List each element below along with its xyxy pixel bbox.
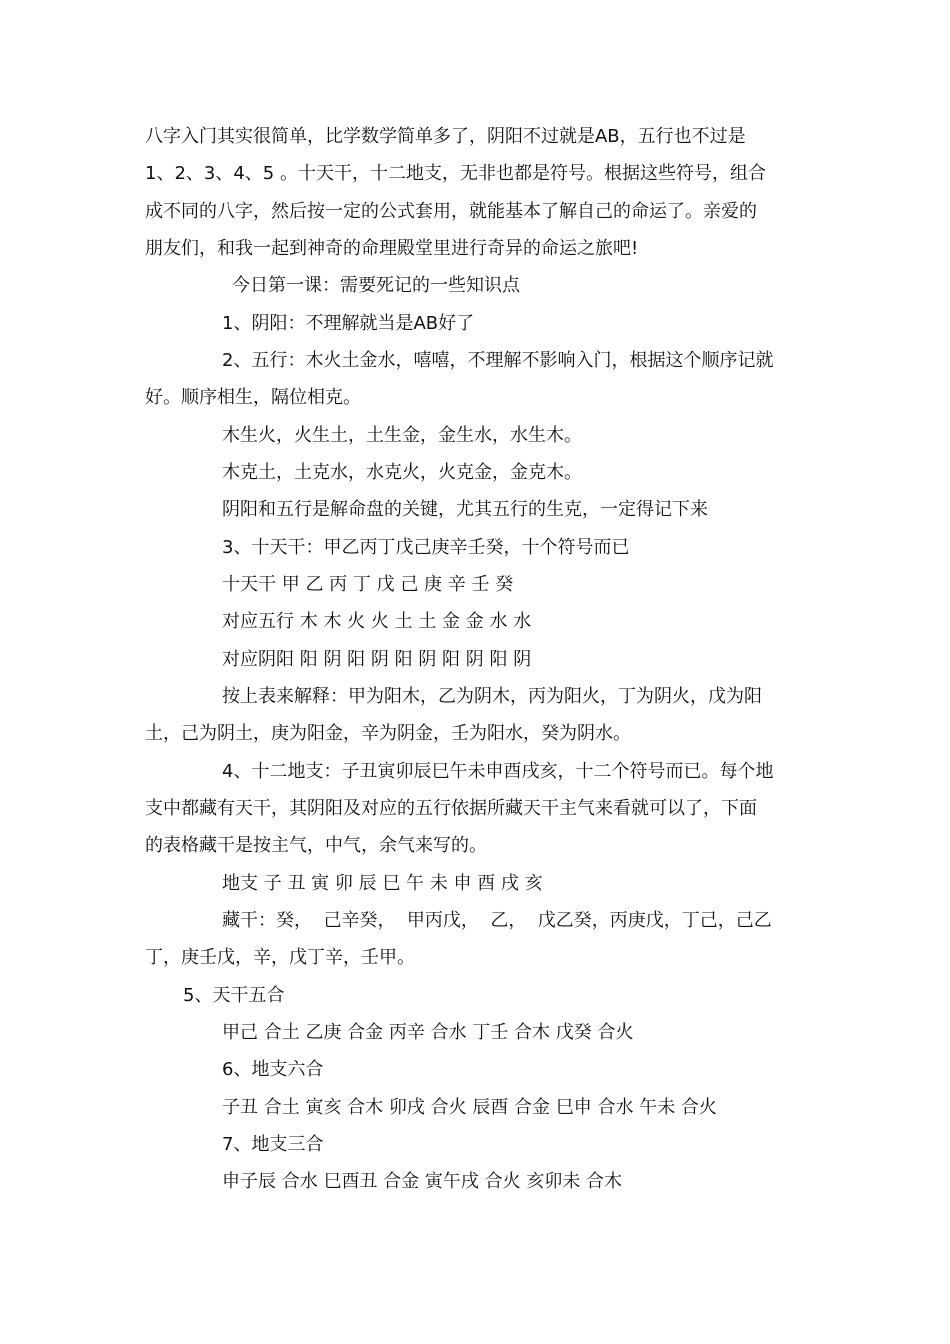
table-row: 对应阴阳 阳 阴 阳 阴 阳 阴 阳 阴 阳 阴 [222, 649, 532, 670]
text-line: 成不同的八字，然后按一定的公式套用，就能基本了解自己的命运了。亲爱的 [145, 201, 757, 222]
section-heading: 6、地支六合 [222, 1059, 324, 1080]
text-line: 好。顺序相生，隔位相克。 [145, 387, 361, 408]
text-line: 丁，庚壬戊，辛，戊丁辛，壬甲。 [145, 947, 415, 968]
text-line: 1、2、3、4、5 。十天干，十二地支，无非也都是符号。根据这些符号，组合 [145, 163, 766, 184]
lesson-heading: 今日第一课：需要死记的一些知识点 [232, 275, 520, 296]
text-line: 2、五行：木火土金水，嘻嘻，不理解不影响入门，根据这个顺序记就 [222, 350, 774, 371]
section-heading: 7、地支三合 [222, 1134, 324, 1155]
text-line: 甲己 合土 乙庚 合金 丙辛 合水 丁壬 合木 戊癸 合火 [222, 1022, 634, 1043]
text-line: 藏干：癸， 己辛癸， 甲丙戊， 乙， 戊乙癸，丙庚戊，丁己，己乙 [222, 910, 772, 931]
text-line: 4、十二地支：子丑寅卯辰巳午未申酉戌亥，十二个符号而已。每个地 [222, 761, 774, 782]
text-line: 木克土，土克水，水克火，火克金，金克木。 [222, 462, 582, 483]
text-line: 阴阳和五行是解命盘的关键，尤其五行的生克，一定得记下来 [222, 499, 708, 520]
text-line: 木生火，火生土，土生金，金生水，水生木。 [222, 425, 582, 446]
table-row: 地支 子 丑 寅 卯 辰 巳 午 未 申 酉 戌 亥 [222, 873, 543, 894]
table-row: 十天干 甲 乙 丙 丁 戊 己 庚 辛 壬 癸 [222, 574, 514, 595]
text-line: 按上表来解释：甲为阳木，乙为阴木，丙为阳火，丁为阴火，戊为阳 [222, 686, 762, 707]
text-line: 土，己为阴土，庚为阳金，辛为阴金，壬为阳水，癸为阴水。 [145, 723, 631, 744]
text-line: 八字入门其实很简单，比学数学简单多了，阴阳不过就是AB，五行也不过是 [145, 126, 746, 147]
text-line: 的表格藏干是按主气，中气，余气来写的。 [145, 835, 487, 856]
section-heading: 5、天干五合 [183, 985, 285, 1006]
text-line: 申子辰 合水 巳酉丑 合金 寅午戌 合火 亥卯未 合木 [222, 1171, 623, 1192]
text-line: 朋友们，和我一起到神奇的命理殿堂里进行奇异的命运之旅吧! [145, 238, 639, 259]
text-line: 1、阴阳：不理解就当是AB好了 [222, 313, 475, 334]
text-line: 支中都藏有天干，其阴阳及对应的五行依据所藏天干主气来看就可以了，下面 [145, 798, 757, 819]
text-line: 子丑 合土 寅亥 合木 卯戌 合火 辰酉 合金 巳申 合水 午未 合火 [222, 1097, 717, 1118]
table-row: 对应五行 木 木 火 火 土 土 金 金 水 水 [222, 611, 532, 632]
text-line: 3、十天干：甲乙丙丁戊己庚辛壬癸，十个符号而已 [222, 537, 630, 558]
